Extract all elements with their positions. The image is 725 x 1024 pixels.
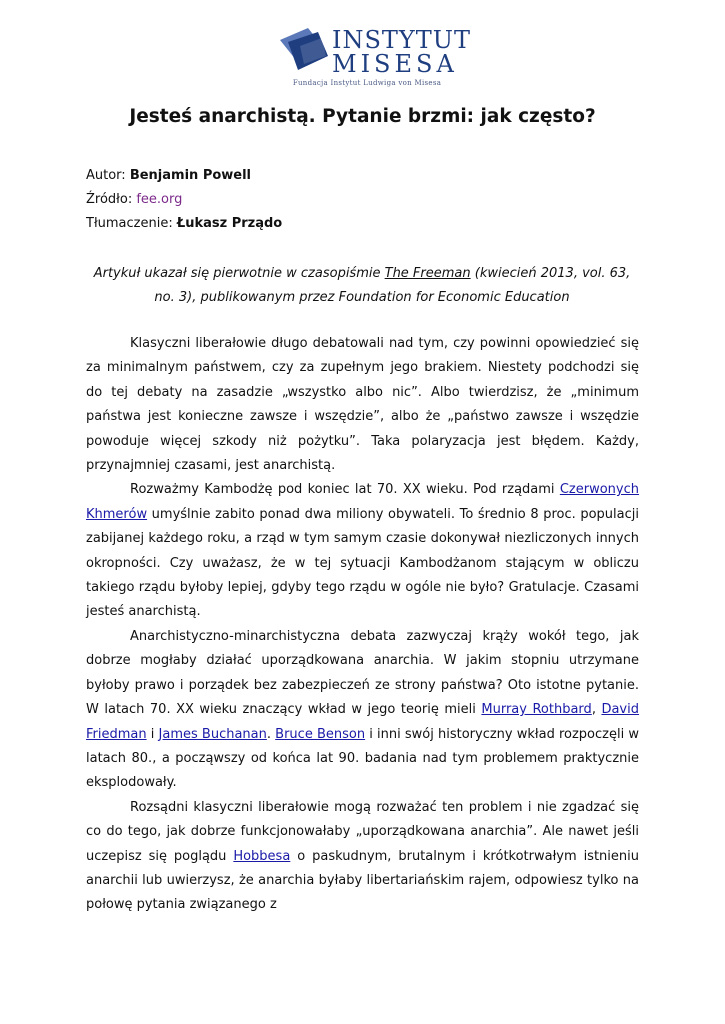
paragraph-2-text: Rozważmy Kambodżę pod koniec lat 70. XX wieku. Pod rządami [130,482,560,498]
logo-subtitle: Fundacja Instytut Ludwiga von Misesa [292,79,442,87]
link-murray-rothbard[interactable]: Murray Rothbard [481,702,592,718]
institute-logo [278,26,472,92]
source-label: Źródło: [86,192,133,207]
separator: . [266,726,276,742]
paragraph-4-text-cont: o paskudnym, brutalnym i krótkotrwałym istnieniu anarchii lub uwierzysz, że anarchia byłaby libertariańskim rajem, odpowiesz tylko na połowę pytania związanego z [86,848,639,913]
link-bruce-benson[interactable]: Bruce Benson [275,726,366,742]
paragraph-3 [86,625,639,796]
article-body [86,332,639,918]
paragraph-4-text: Rozsądni klasyczni liberałowie mogą rozważać ten problem i nie zgadzać się co do tego, jak dobrze funkcjonowałaby „uporządkowana anarchia”. Ale nawet jeśli uczepisz się poglądu [86,799,639,864]
translator-line [86,216,282,232]
paragraph-3-text-cont: i inni swój historyczny wkład rozpoczęli w latach 80., a począwszy od końca lat 90. badania nad tym problemem praktycznie eksplodowały. [86,726,639,791]
source-link[interactable]: fee.org [136,192,183,207]
translator-name: Łukasz Prządo [176,216,283,231]
paragraph-4 [86,796,639,918]
paragraph-1: Klasyczni liberałowie długo debatowali nad tym, czy powinni opowiedzieć się za minimalnym państwem, czy za zupełnym jego brakiem. Niestety podchodzi się do tej debaty na zasadzie „wszystko albo nic”. Albo twierdzisz, że „minimum państwa jest konieczne zawsze i wszędzie”, albo że „państwo zawsze i wszędzie powoduje więcej szkody niż pożytku”. Taka polaryzacja jest błędem. Każdy, przynajmniej czasami, jest anarchistą. [86,336,639,474]
logo-emblem-icon [278,26,330,78]
paragraph-2 [86,478,639,624]
author-label: Autor: [86,168,126,183]
note-text-before: Artykuł ukazał się pierwotnie w czasopiśmie [93,266,385,281]
link-khmer-rouge[interactable]: Czerwonych Khmerów [86,482,639,522]
translator-label: Tłumaczenie: [86,216,173,231]
paragraph-2-text-cont: umyślnie zabito ponad dwa miliony obywateli. To średnio 8 proc. populacji zabijanej każdego roku, a rząd w tym samym czasie dokonywał niezliczonych innych okropności. Czy uważasz, że w tej sytuacji Kambodżanom stającym w obliczu takiego rządu byłoby lepiej, gdyby tego rządu w ogóle nie było? Gratulacje. Czasami jesteś anarchistą. [86,506,639,620]
link-david-friedman[interactable]: David Friedman [86,702,639,742]
source-line [86,192,182,208]
magazine-title: The Freeman [384,266,471,281]
author-line [86,168,251,184]
note-text-after: (kwiecień 2013, vol. 63, no. 3), publikowanym przez Foundation for Economic Education [154,266,631,305]
paragraph-3-text: Anarchistyczno-minarchistyczna debata zazwyczaj krąży wokół tego, jak dobrze mogłaby działać uporządkowana anarchia. W jakim stopniu utrzymane byłoby prawo i porządek bez zabezpieczeń ze strony państwa? Oto istotne pytanie. W latach 70. XX wieku znaczący wkład w jego teorię mieli [86,628,639,718]
author-name: Benjamin Powell [129,168,252,183]
link-james-buchanan[interactable]: James Buchanan [158,726,267,742]
logo-word-misesa: MISESA [332,50,458,78]
separator: i [146,726,159,742]
logo-word-instytut: INSTYTUT [332,26,472,54]
separator: , [591,702,602,718]
publication-note [86,262,638,310]
link-hobbes[interactable]: Hobbesa [233,848,291,864]
page-title: Jesteś anarchistą. Pytanie brzmi: jak często? [129,106,596,127]
